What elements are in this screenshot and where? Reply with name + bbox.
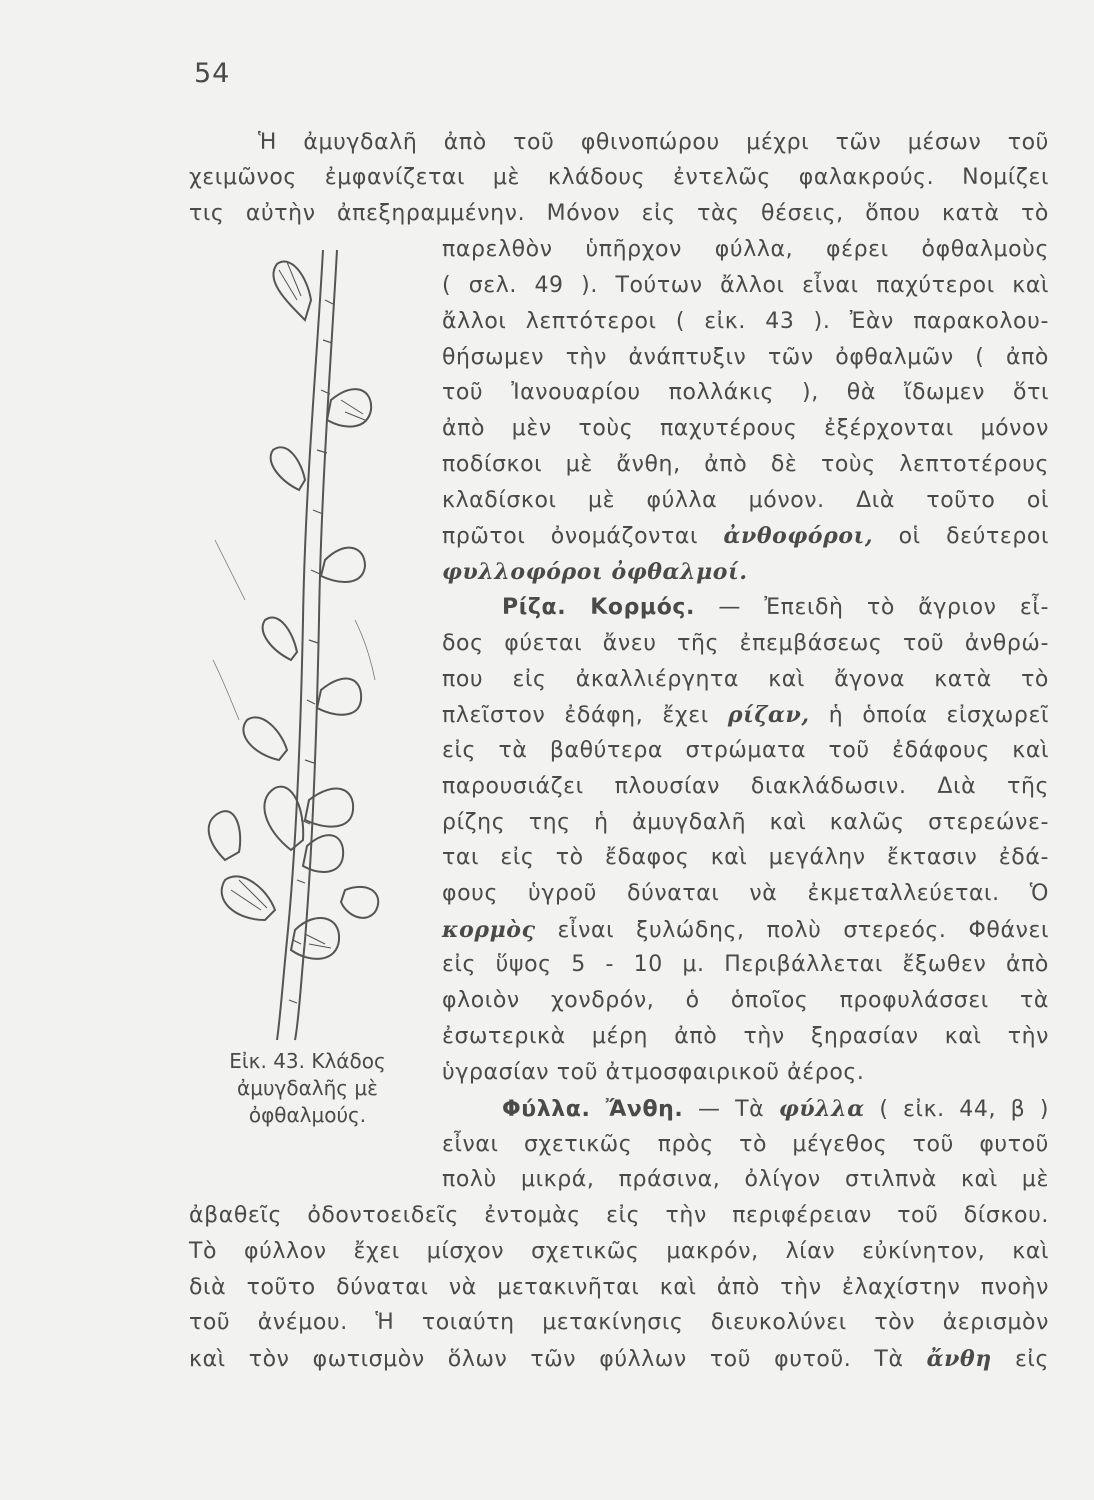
text-line: θήσωμεν τὴν ἀνάπτυξιν τῶν ὀφθαλμῶν ( ἀπὸ <box>442 345 1049 370</box>
term-anthi: ἄνθη <box>926 1346 992 1372</box>
text-line: εἰς ὕψος 5 - 10 μ. Περιβάλλεται ἔξωθεν ἀπὸ <box>442 952 1049 977</box>
term-fylla: φύλλα <box>778 1096 865 1122</box>
section-heading-riza-kormos: Ρίζα. Κορμός. <box>502 595 696 620</box>
text-line <box>442 557 1049 588</box>
text-span: εἶναι ξυλώδης, πολὺ στερεός. Φθάνει <box>557 918 1049 943</box>
figure-caption <box>195 1048 420 1129</box>
text-line: δος φύεται ἄνευ τῆς ἐπεμβάσεως τοῦ ἀνθρώ- <box>442 631 1049 656</box>
text-line: ὑγρασίαν τοῦ ἀτμοσφαιρικοῦ ἀέρος. <box>442 1060 865 1085</box>
text-line <box>442 700 1049 731</box>
text-span: οἱ δεύτεροι <box>898 524 1049 549</box>
text-line <box>442 521 1049 552</box>
text-span: πρῶτοι ὀνομάζονται <box>442 524 699 549</box>
text-line: ἀπὸ μὲν τοὺς παχυτέρους ἐξέρχονται μόνον <box>442 416 1049 441</box>
text-line: παρελθὸν ὑπῆρχον φύλλα, φέρει ὀφθαλμοὺς <box>442 237 1049 262</box>
text-line <box>442 915 1049 946</box>
text-line: ἄλλοι λεπτότεροι ( εἰκ. 43 ). Ἐὰν παρακολου- <box>442 309 1049 334</box>
text-span: — Τὰ <box>697 1097 765 1122</box>
text-line: τις αὐτὴν ἀπεξηραμμένην. Μόνον εἰς τὰς θέσεις, ὅπου κατὰ τὸ <box>189 201 1049 226</box>
text-line: ρίζης της ἡ ἀμυγδαλῆ καὶ καλῶς στερεώνε- <box>442 810 1049 835</box>
text-line: χειμῶνος ἐμφανίζεται μὲ κλάδους ἐντελῶς φαλακρούς. Νομίζει <box>189 165 1049 190</box>
text-line <box>189 1344 1049 1375</box>
text-span: — Ἐπειδὴ τὸ ἄγριον εἶ- <box>718 595 1049 620</box>
text-line: κλαδίσκοι μὲ φύλλα μόνον. Διὰ τοῦτο οἱ <box>442 488 1049 513</box>
text-line: Τὸ φύλλον ἔχει μίσχον σχετικῶς μακρόν, λίαν εὐκίνητον, καὶ <box>189 1239 1049 1264</box>
text-line: ται εἰς τὸ ἔδαφος καὶ μεγάλην ἔκτασιν ἐδά- <box>442 845 1049 870</box>
text-line: Ἡ ἀμυγδαλῆ ἀπὸ τοῦ φθινοπώρου μέχρι τῶν μέσων τοῦ <box>258 130 1049 155</box>
text-line: εἶναι σχετικῶς πρὸς τὸ μέγεθος τοῦ φυτοῦ <box>442 1132 1049 1157</box>
text-line: ( σελ. 49 ). Τούτων ἄλλοι εἶναι παχύτεροι καὶ <box>442 273 1049 298</box>
text-line: πολὺ μικρά, πράσινα, ὀλίγον στιλπνὰ καὶ μὲ <box>442 1167 1049 1192</box>
text-span: καὶ τὸν φωτισμὸν ὅλων τῶν φύλλων τοῦ φυτοῦ. Τὰ <box>189 1347 904 1372</box>
text-line: φους ὑγροῦ δύναται νὰ ἐκμεταλλεύεται. Ὁ <box>442 881 1049 906</box>
text-line: φλοιὸν χονδρόν, ὁ ὁποῖος προφυλάσσει τὰ <box>442 988 1049 1013</box>
text-line: εἰς τὰ βαθύτερα στρώματα τοῦ ἐδάφους καὶ <box>442 738 1049 763</box>
caption-line: Εἰκ. 43. Κλάδος <box>229 1049 386 1073</box>
caption-line: ἀμυγδαλῆς μὲ <box>237 1076 378 1100</box>
text-line: ἐσωτερικὰ μέρη ἀπὸ τὴν ξηρασίαν καὶ τὴν <box>442 1024 1049 1049</box>
section-heading-fylla-anthi: Φύλλα. Ἄνθη. <box>502 1097 684 1122</box>
text-span: ἡ ὁποία εἰσχωρεῖ <box>828 703 1050 728</box>
term-anthophoroi: ἀνθοφόροι, <box>723 523 874 549</box>
term-kormos: κορμὸς <box>442 917 536 943</box>
page-number: 54 <box>194 58 231 89</box>
text-line: παρουσιάζει πλουσίαν διακλάδωσιν. Διὰ τῆς <box>442 774 1049 799</box>
text-span: πλεῖστον ἐδάφη, ἔχει <box>442 703 709 728</box>
text-span: ( εἰκ. 44, β ) <box>879 1097 1050 1122</box>
text-line: που εἰς ἀκαλλιέργητα καὶ ἄγονα κατὰ τὸ <box>442 667 1049 692</box>
text-span: εἰς <box>1014 1347 1049 1372</box>
section-heading-line <box>442 593 1049 623</box>
text-line: τοῦ Ἰανουαρίου πολλάκις ), θὰ ἴδωμεν ὅτι <box>442 380 1049 405</box>
text-line: διὰ τοῦτο δύναται νὰ μετακινῆται καὶ ἀπὸ τὴν ἐλαχίστην πνοὴν <box>189 1275 1049 1300</box>
term-fylloforoi: φυλλοφόροι ὀφθαλμοί. <box>442 559 748 585</box>
section-heading-line <box>442 1094 1049 1125</box>
text-line: τοῦ ἀνέμου. Ἡ τοιαύτη μετακίνησις διευκολύνει τὸν ἀερισμὸν <box>189 1310 1049 1335</box>
text-line: ποδίσκοι μὲ ἄνθη, ἀπὸ δὲ τοὺς λεπτοτέρους <box>442 452 1049 477</box>
term-riza: ρίζαν, <box>727 702 810 728</box>
almond-branch-illustration <box>195 240 435 1060</box>
caption-line: ὀφθαλμούς. <box>248 1103 367 1127</box>
text-line: ἀβαθεῖς ὀδοντοειδεῖς ἐντομὰς εἰς τὴν περιφέρειαν τοῦ δίσκου. <box>189 1203 1049 1228</box>
